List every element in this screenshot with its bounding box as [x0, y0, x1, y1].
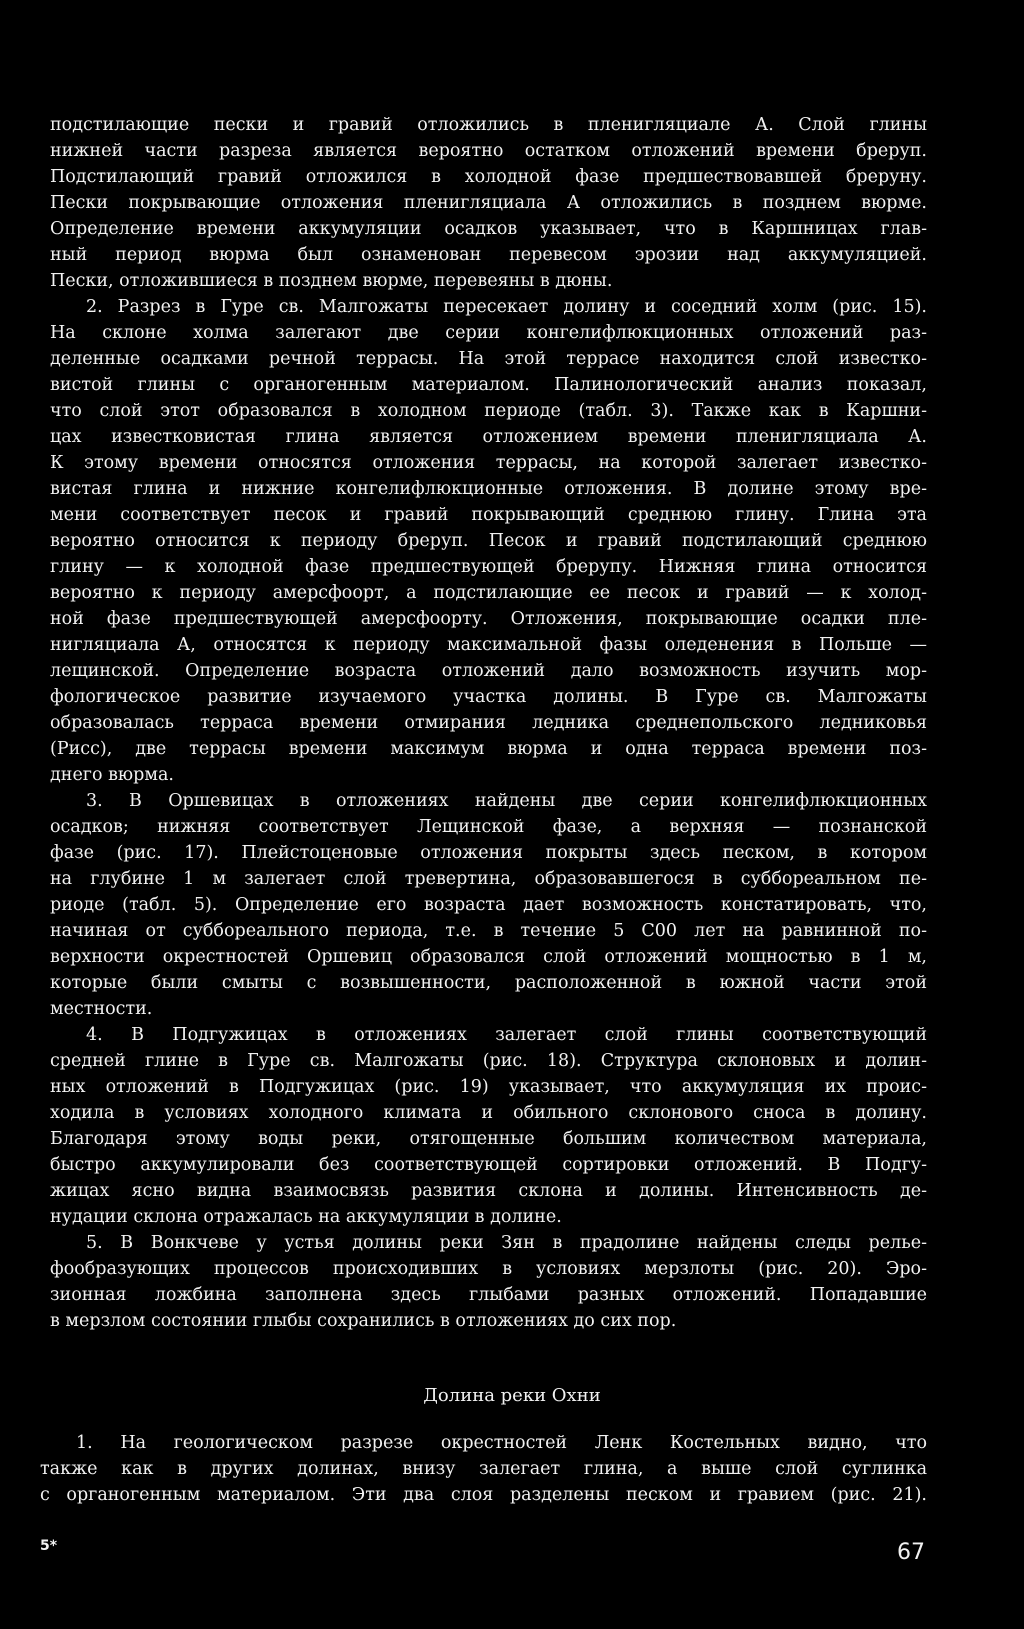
section-text [40, 1430, 927, 1508]
text-line: на глубине 1 м залегает слой тревертина, образовавшегося в суббореальном пе- [50, 869, 927, 889]
text-line: Пески, отложившиеся в позднем вюрме, перевеяны в дюны. [50, 271, 613, 291]
section-heading: Долина реки Охни [423, 1385, 601, 1406]
text-line: ный период вюрма был ознаменован перевесом эрозии над аккумуляцией. [50, 245, 927, 265]
text-line: 2. Разрез в Гуре св. Малгожаты пересекает долину и соседний холм (рис. 15). [86, 297, 927, 317]
text-line: зионная ложбина заполнена здесь глыбами разных отложений. Попадавшие [50, 1285, 927, 1305]
text-line: На склоне холма залегают две серии конгелифлюкционных отложений раз- [50, 323, 927, 343]
text-line: начиная от суббореального периода, т.е. в течение 5 С00 лет на равнинной по- [50, 921, 927, 941]
text-line: осадков; нижняя соответствует Лещинской фазе, а верхняя — познанской [50, 817, 927, 837]
text-line: риоде (табл. 5). Определение его возраста дает возможность констатировать, что, [50, 895, 927, 915]
text-line: 3. В Оршевицах в отложениях найдены две серии конгелифлюкционных [86, 791, 927, 811]
text-line: образовалась терраса времени отмирания ледника среднепольского ледниковья [50, 713, 927, 733]
text-line: Определение времени аккумуляции осадков указывает, что в Каршницах глав- [50, 219, 927, 239]
text-line: Благодаря этому воды реки, отягощенные большим количеством материала, [50, 1129, 927, 1149]
text-line: с органогенным материалом. Эти два слоя разделены песком и гравием (рис. 21). [40, 1485, 927, 1505]
text-line: которые были смыты с возвышенности, расположенной в южной части этой [50, 973, 927, 993]
text-line: ной фазе предшествующей амерсфоорту. Отложения, покрывающие осадки пле- [50, 609, 927, 629]
text-line: мени соответствует песок и гравий покрывающий среднюю глину. Глина эта [50, 505, 927, 525]
text-line: вероятно относится к периоду бреруп. Песок и гравий подстилающий среднюю [50, 531, 927, 551]
text-line: (Рисс), две террасы времени максимум вюрма и одна терраса времени поз- [50, 739, 927, 759]
text-line: ных отложений в Подгужицах (рис. 19) указывает, что аккумуляция их проис- [50, 1077, 927, 1097]
text-line: жицах ясно видна взаимосвязь развития склона и долины. Интенсивность де- [50, 1181, 927, 1201]
text-line: верхности окрестностей Оршевиц образовался слой отложений мощностью в 1 м, [50, 947, 927, 967]
text-line: цах известковистая глина является отложением времени пленигляциала А. [50, 427, 927, 447]
text-line: средней глине в Гуре св. Малгожаты (рис. 18). Структура склоновых и долин- [50, 1051, 927, 1071]
text-line: вероятно к периоду амерсфоорт, а подстилающие ее песок и гравий — к холод- [50, 583, 927, 603]
text-line: нудации склона отражалась на аккумуляции в долине. [50, 1207, 562, 1227]
text-line: фологическое развитие изучаемого участка долины. В Гуре св. Малгожаты [50, 687, 927, 707]
text-line: 4. В Подгужицах в отложениях залегает слой глины соответствующий [86, 1025, 927, 1045]
text-line: подстилающие пески и гравий отложились в пленигляциале А. Слой глины [50, 115, 927, 135]
text-line: нигляциала А, относятся к периоду максимальной фазы оледенения в Польше — [50, 635, 927, 655]
text-line: деленные осадками речной террасы. На этой террасе находится слой известко- [50, 349, 927, 369]
text-line: ходила в условиях холодного климата и обильного склонового сноса в долину. [50, 1103, 927, 1123]
text-line: вистая глина и нижние конгелифлюкционные отложения. В долине этому вре- [50, 479, 927, 499]
text-line: Пески покрывающие отложения пленигляциала А отложились в позднем вюрме. [50, 193, 927, 213]
text-line: фообразующих процессов происходивших в условиях мерзлоты (рис. 20). Эро- [50, 1259, 927, 1279]
text-line: К этому времени относятся отложения террасы, на которой залегает известко- [50, 453, 927, 473]
text-line: 5. В Вонкчеве у устья долины реки Зян в прадолине найдены следы релье- [86, 1233, 927, 1253]
text-line: в мерзлом состоянии глыбы сохранились в отложениях до сих пор. [50, 1311, 677, 1331]
text-line: фазе (рис. 17). Плейстоценовые отложения покрыты здесь песком, в котором [50, 843, 927, 863]
signature-mark: 5* [40, 1538, 58, 1554]
text-line: 1. На геологическом разрезе окрестностей Ленк Костельных видно, что [76, 1433, 927, 1453]
body-text [50, 112, 927, 1334]
text-line: Подстилающий гравий отложился в холодной фазе предшествовавшей бреруну. [50, 167, 927, 187]
text-line: также как в других долинах, внизу залегает глина, а выше слой суглинка [40, 1459, 927, 1479]
text-line: вистой глины с органогенным материалом. Палинологический анализ показал, [50, 375, 927, 395]
text-line: лещинской. Определение возраста отложений дало возможность изучить мор- [50, 661, 927, 681]
page-number: 67 [897, 1540, 925, 1565]
text-line: днего вюрма. [50, 765, 174, 785]
text-line: нижней части разреза является вероятно остатком отложений времени бреруп. [50, 141, 927, 161]
text-line: быстро аккумулировали без соответствующей сортировки отложений. В Подгу- [50, 1155, 927, 1175]
text-line: глину — к холодной фазе предшествующей брерупу. Нижняя глина относится [50, 557, 927, 577]
text-line: местности. [50, 999, 153, 1019]
text-line: что слой этот образовался в холодном периоде (табл. 3). Также как в Каршни- [50, 401, 927, 421]
